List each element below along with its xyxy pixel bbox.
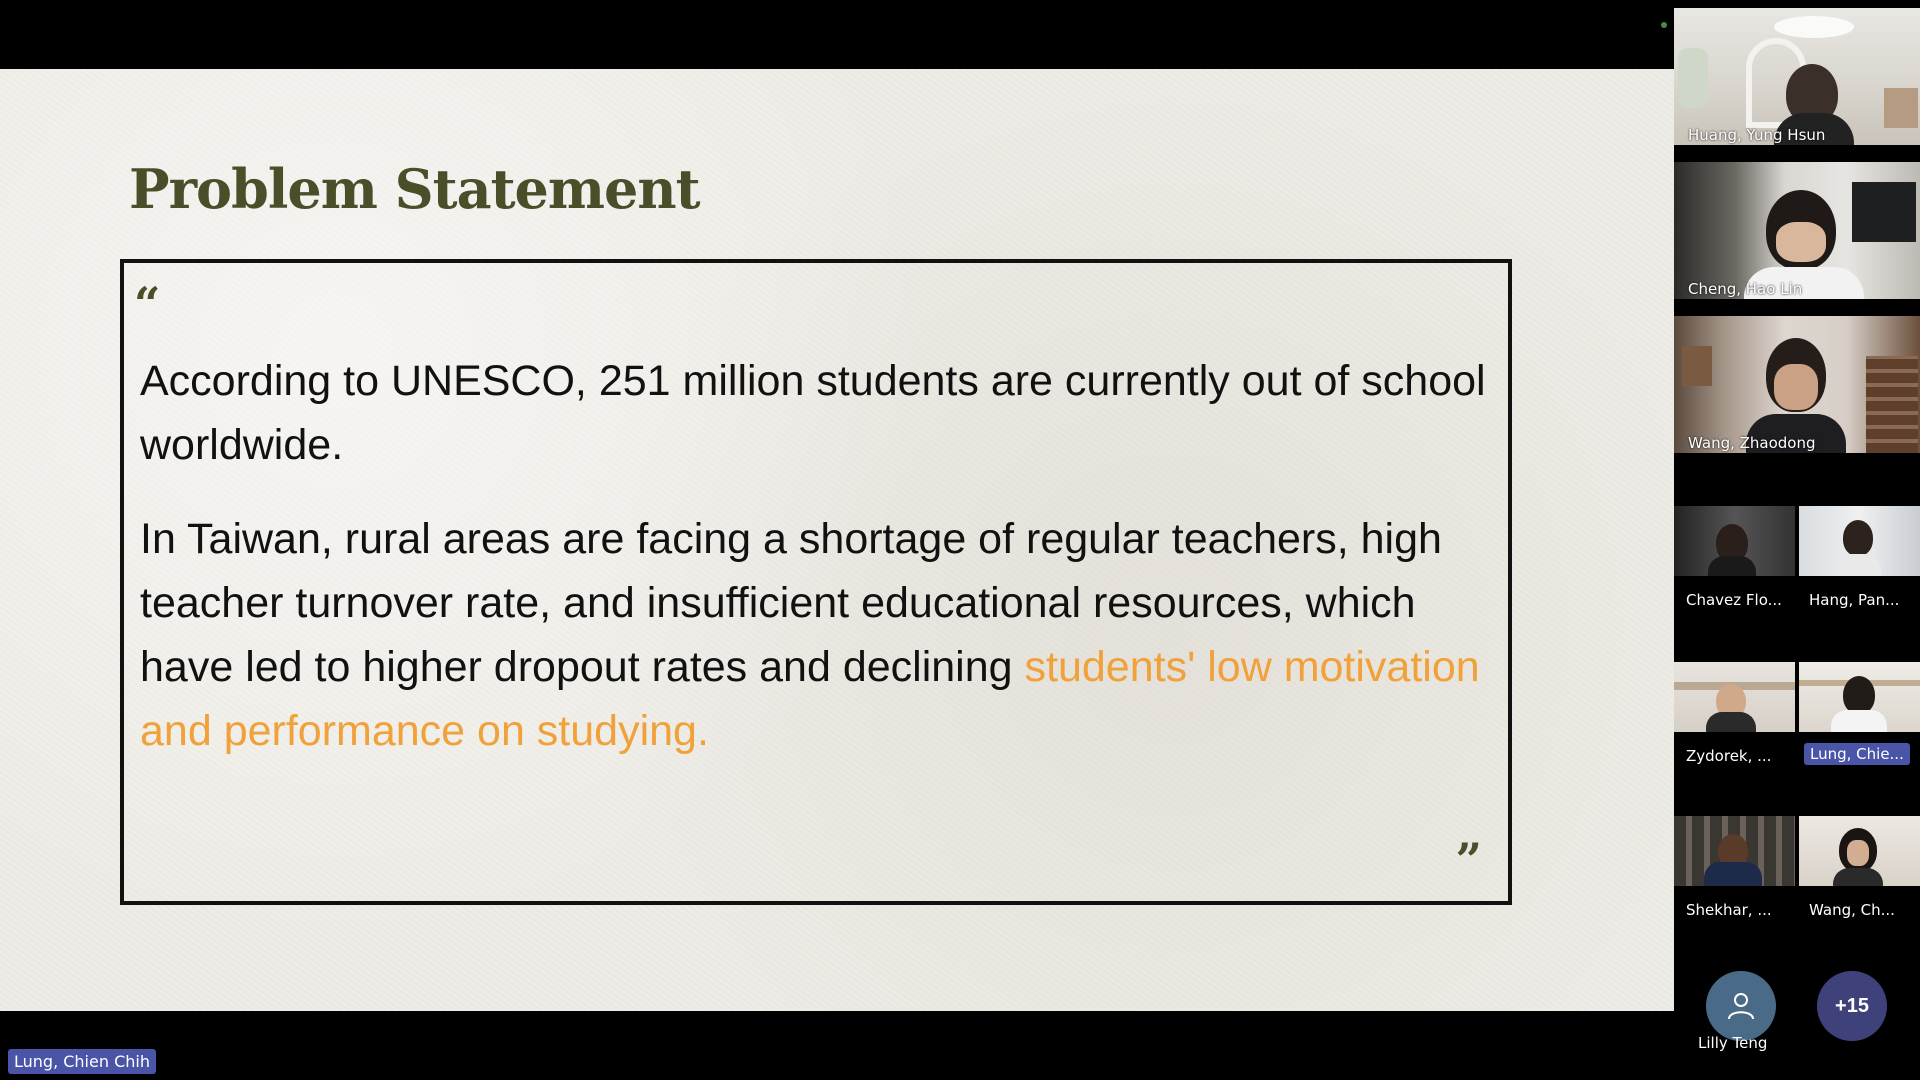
- participant-name: Zydorek, ...: [1686, 747, 1772, 765]
- participant-name: Shekhar, ...: [1686, 901, 1772, 919]
- participant-gallery: [1674, 0, 1920, 1080]
- status-dot-icon: [1661, 22, 1667, 28]
- participant-tile[interactable]: [1799, 506, 1920, 576]
- participant-name: Wang, Zhaodong: [1688, 434, 1816, 452]
- video-feed: [1674, 316, 1920, 453]
- participant-tile[interactable]: [1674, 316, 1920, 453]
- video-feed: [1674, 506, 1795, 576]
- paragraph-unesco: According to UNESCO, 251 million students are currently out of school worldwide.: [140, 357, 1486, 469]
- participant-name-active: Lung, Chie...: [1804, 743, 1910, 765]
- participant-tile[interactable]: [1674, 162, 1920, 299]
- participant-tile-active[interactable]: [1799, 662, 1920, 732]
- participant-figure: [1843, 520, 1873, 556]
- presenter-name-tag: Lung, Chien Chih: [8, 1049, 156, 1074]
- participant-tile[interactable]: [1674, 8, 1920, 145]
- video-feed: [1674, 8, 1920, 145]
- quote-box: [120, 259, 1512, 905]
- paragraph-taiwan-text: In Taiwan, rural areas are facing a shortage of regular teachers, high teacher turnover rate, and insufficient educational resources, which have led to higher dropout rates and declining: [140, 515, 1442, 691]
- participant-name: Lilly Teng: [1698, 1034, 1768, 1052]
- video-feed: [1799, 662, 1920, 732]
- participant-tile[interactable]: [1674, 816, 1795, 886]
- paragraph-highlight: students' low motivation and performance on studying.: [140, 643, 1480, 755]
- participant-tile[interactable]: [1674, 662, 1795, 732]
- video-feed: [1799, 816, 1920, 886]
- participant-name: Chavez Flo...: [1686, 591, 1782, 609]
- more-participants-button[interactable]: +15: [1817, 971, 1887, 1041]
- participant-name: Cheng, Hao Lin: [1688, 280, 1803, 298]
- video-feed: [1674, 162, 1920, 299]
- open-quote-icon: “: [134, 277, 161, 331]
- video-feed: [1674, 816, 1795, 886]
- shared-slide: [0, 69, 1674, 1011]
- participant-name: Hang, Pan...: [1809, 591, 1900, 609]
- participant-figure: [1843, 676, 1875, 714]
- person-icon: [1724, 989, 1758, 1023]
- participant-name: Huang, Yung Hsun: [1688, 126, 1826, 144]
- video-feed: [1799, 506, 1920, 576]
- participant-tile[interactable]: [1799, 816, 1920, 886]
- close-quote-icon: ”: [1455, 833, 1482, 887]
- paragraph-taiwan: [140, 507, 1500, 763]
- participant-name: Wang, Ch...: [1809, 901, 1895, 919]
- participant-tile[interactable]: [1674, 506, 1795, 576]
- participant-avatar[interactable]: [1706, 971, 1776, 1041]
- video-feed: [1674, 662, 1795, 732]
- slide-title: Problem Statement: [129, 157, 700, 221]
